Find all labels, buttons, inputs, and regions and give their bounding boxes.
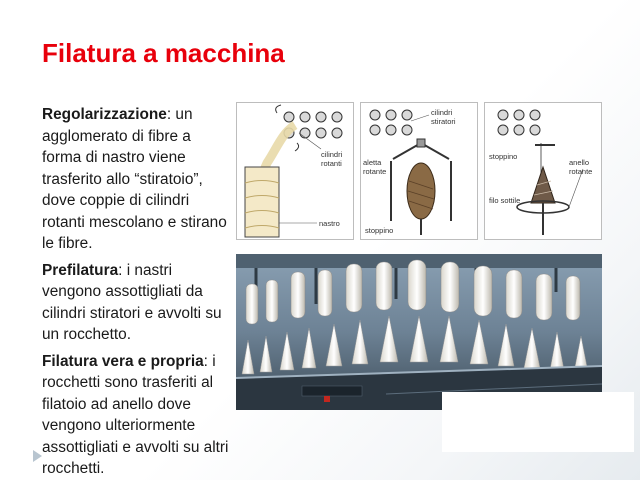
label-rotante-3: rotante	[569, 167, 593, 176]
label-nastro: nastro	[319, 219, 340, 228]
label-cilindri: cilindri	[321, 150, 343, 159]
diagram-filatoio	[484, 102, 602, 240]
slide-title: Filatura a macchina	[42, 38, 285, 68]
slide-corner-marker-icon	[33, 450, 42, 462]
diagram-stiratoio	[236, 102, 354, 240]
label-cilindri-2: cilindri	[431, 108, 453, 117]
term-filatura: Filatura vera e propria	[42, 352, 204, 370]
term-regolarizzazione: Regolarizzazione	[42, 106, 167, 123]
label-rotanti: rotanti	[321, 159, 342, 168]
slide-body	[42, 104, 234, 485]
paragraph-regolarizzazione	[42, 104, 234, 255]
label-aletta: aletta	[363, 158, 382, 167]
paragraph-filatura	[42, 351, 234, 480]
label-stiratori: stiratori	[431, 117, 456, 126]
text-prefilatura: : i nastri vengono assottigliati da cilindri stiratori e avvolti su un rocchetto.	[42, 261, 222, 343]
term-prefilatura: Prefilatura	[42, 261, 119, 279]
diagram-strip	[236, 102, 602, 242]
spinning-frame-photo	[236, 254, 602, 410]
label-rotante-2: rotante	[363, 167, 387, 176]
text-filatura: : i rocchetti sono trasferiti al filatoio ad anello dove vengono ulteriormente assottigliati e avvolti su altri rocchetti.	[42, 352, 229, 477]
diagram-prefilatura	[360, 102, 478, 240]
label-stoppino: stoppino	[365, 226, 394, 235]
text-regolarizzazione: : un agglomerato di fibre a forma di nastro viene trasferito allo “stiratoio”, dove coppie di cilindri rotanti mescolano e stirano le fibre.	[42, 106, 227, 252]
paragraph-prefilatura	[42, 260, 234, 346]
label-anello: anello	[569, 158, 590, 167]
label-filo-sottile: filo sottile	[489, 196, 521, 205]
blank-panel	[442, 392, 634, 452]
label-stoppino-3: stoppino	[489, 152, 518, 161]
